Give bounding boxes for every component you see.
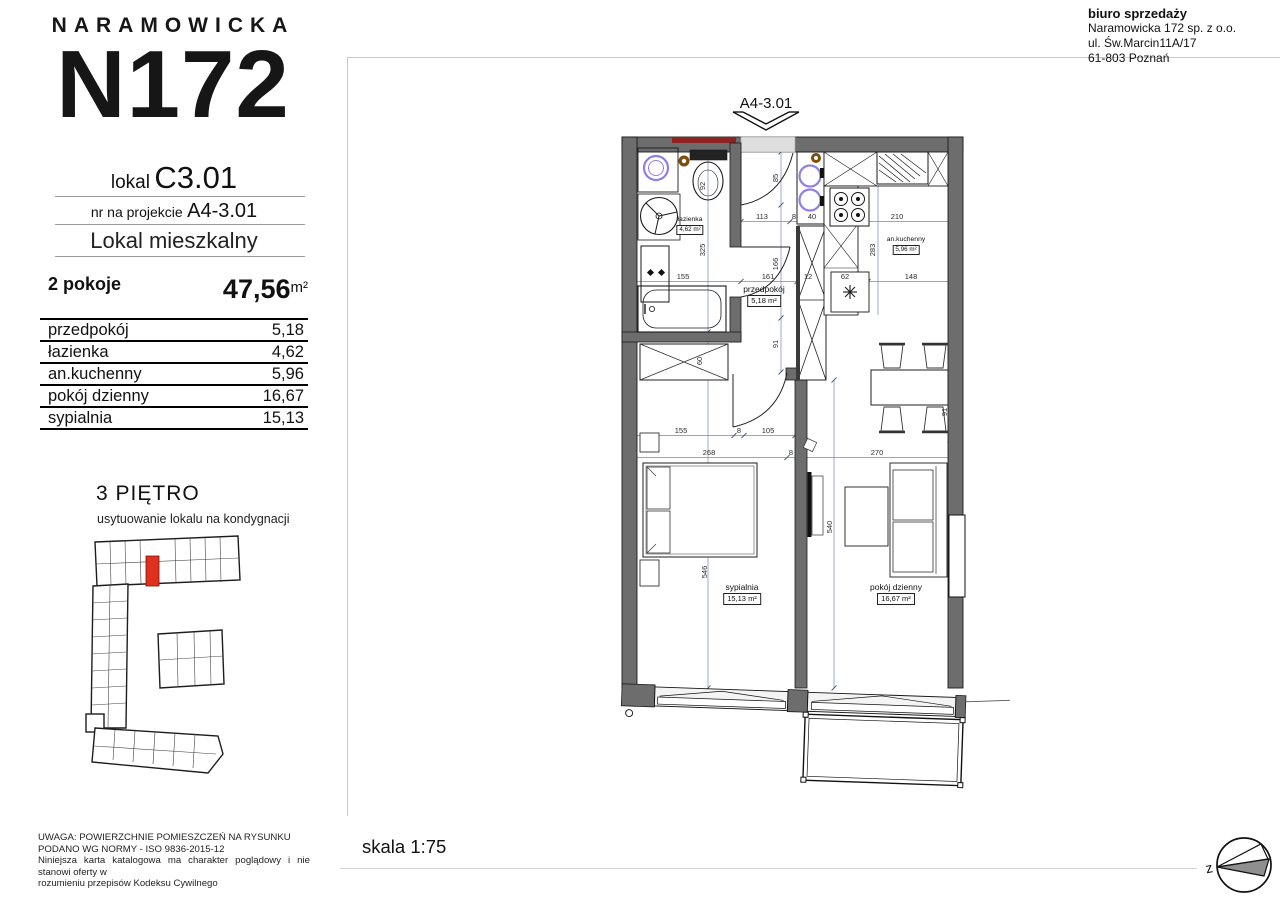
dimension-label: 148 <box>904 272 918 281</box>
floor-title: 3 PIĘTRO <box>96 482 200 505</box>
total-area: $47,56^{m^2}$ <box>222 274 308 304</box>
fridge <box>877 152 928 184</box>
unit-number-line <box>40 160 308 196</box>
dimension-label: 60 <box>695 356 704 366</box>
table-row: pokój dzienny 16,67 <box>40 385 308 407</box>
dimension-label: 12 <box>803 272 813 281</box>
dimension-label: 270 <box>870 448 884 457</box>
project-number-line <box>40 200 308 223</box>
bathroom-cabinet <box>641 246 669 302</box>
north-compass <box>1198 828 1280 902</box>
tv-cabinet <box>812 476 823 535</box>
dimension-label: 166 <box>771 257 780 271</box>
bedroom-furniture <box>640 344 757 586</box>
dimension-label: 91 <box>940 407 949 417</box>
bathroom-fixtures <box>638 148 727 332</box>
window <box>807 692 956 716</box>
unit-location-marker <box>146 556 159 586</box>
unit-type: Lokal mieszkalny <box>90 228 258 253</box>
hob-icon <box>830 188 869 226</box>
coffee-table <box>845 487 888 546</box>
toilet-tank <box>690 150 727 160</box>
room-label-przedpokoj: przedpokój 5,18 m² <box>743 284 785 305</box>
room-label-ankuchenny: an.kuchenny 5,96 m² <box>886 236 926 253</box>
dimension-label: 92 <box>698 181 707 191</box>
lokal-number: C3.01 <box>154 160 238 195</box>
dimension-label: 155 <box>676 272 690 281</box>
totals-row <box>40 274 308 305</box>
dimension-label: 161 <box>761 272 775 281</box>
brand-name: NARAMOWICKA <box>51 14 295 37</box>
bottom-facade <box>619 684 1010 789</box>
project-label: nr na projekcie <box>90 204 183 220</box>
nightstand <box>640 433 659 452</box>
table-row: an.kuchenny 5,96 <box>40 363 308 385</box>
hall-wardrobe-column <box>796 226 826 380</box>
nightstand <box>640 560 659 586</box>
dimension-label: 268 <box>702 448 716 457</box>
room-label-lazienka: łazienka 4,62 m² <box>677 216 703 233</box>
divider <box>55 256 305 257</box>
washer-drum-icon <box>644 156 668 180</box>
window <box>654 687 788 711</box>
dimension-label: 210 <box>890 212 904 221</box>
scale-label: skala 1:75 <box>362 836 447 857</box>
floor-location-miniplan <box>80 528 260 790</box>
table-row: przedpokój 5,18 <box>40 319 308 341</box>
dimension-label: 105 <box>761 426 775 435</box>
dimension-label: 40 <box>807 212 817 221</box>
table-row: łazienka 4,62 <box>40 341 308 363</box>
floor-plan <box>555 85 1155 805</box>
disclaimer: UWAGA: POWIERZCHNIE POMIESZCZEŃ NA RYSUNKU PODANO WG NORMY - ISO 9836-2015-12 Niniejsza karta katalogowa ma charakter poglądowy i nie stanowi oferty w rozumieniu przepisów Kodeksu Cywilnego <box>38 832 310 889</box>
dimension-label: 283 <box>868 243 877 257</box>
floor-subtitle: usytuowanie lokalu na kondygnacji <box>97 512 290 526</box>
sales-office-block: biuro sprzedaży Naramowicka 172 sp. z o.o. ul. Św.Marcin11A/17 61-803 Poznań <box>1088 6 1237 65</box>
room-label-pokoj-dzienny: pokój dzienny 16,67 m² <box>870 582 922 603</box>
tv-icon <box>808 472 812 537</box>
project-number: A4-3.01 <box>187 200 258 222</box>
dimension-label: 91 <box>771 339 780 349</box>
dimension-label: 546 <box>700 565 709 579</box>
balcony <box>801 712 965 788</box>
lokal-label: lokal <box>110 172 150 193</box>
bathtub-icon <box>638 286 726 332</box>
room-area-table <box>40 318 308 430</box>
dimension-label: 62 <box>840 272 850 281</box>
drain-icon <box>626 709 633 716</box>
dining-table <box>871 370 948 405</box>
dimension-label: 155 <box>674 426 688 435</box>
divider <box>55 196 305 197</box>
pillow <box>647 511 670 553</box>
entrance-marker-arrow <box>733 112 799 130</box>
floor-plan-drawing <box>555 85 1155 805</box>
table-row: sypialnia 15,13 <box>40 407 308 429</box>
dimension-label: 325 <box>698 243 707 257</box>
dimension-label: 113 <box>756 212 768 221</box>
pillow <box>647 467 670 509</box>
dimension-label: 540 <box>825 520 834 534</box>
divider <box>55 224 305 225</box>
dimension-label: 8 <box>736 426 742 435</box>
dimension-label: 85 <box>771 173 780 183</box>
rooms-count: 2 pokoje <box>48 274 122 294</box>
dimension-label: 8 <box>788 448 794 457</box>
north-letter: z <box>1203 859 1215 877</box>
unit-marker-label: A4-3.01 <box>739 95 793 112</box>
room-label-sypialnia: sypialnia 15,13 m² <box>723 582 761 605</box>
building-number: N172 <box>56 31 290 138</box>
dimension-label: 8 <box>791 212 797 221</box>
office-title: biuro sprzedaży <box>1088 6 1187 21</box>
sink-symbol-icon <box>843 285 857 299</box>
bottom-divider <box>340 868 1197 869</box>
